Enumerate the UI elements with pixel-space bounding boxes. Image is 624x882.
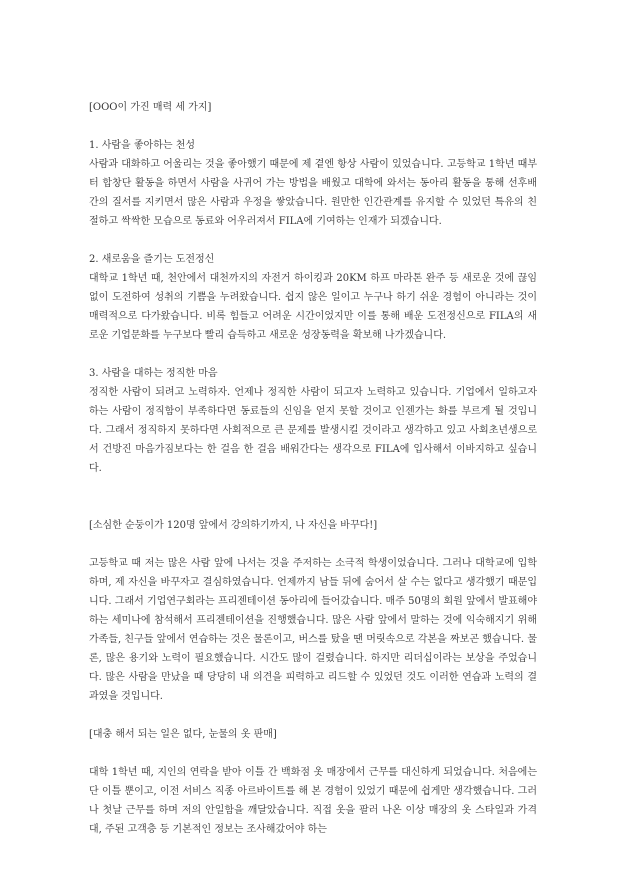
document-content (89, 98, 537, 839)
item3-text: 정직한 사람이 되려고 노력하자. 언제나 정직한 사람이 되고자 노력하고 있습니다. 기업에서 일하고자 하는 사람이 정직함이 부족하다면 동료들의 신임을 얻지 못할 것이고 인젠가는 화를 부르게 될 것입니다. 그래서 정직하지 못하다면 사회적으로 큰 문제를 발생시킬 것이라고 생각하고 있고 사회초년생으로서 건방진 마음가짐보다는 한 걸음 한 걸음 배워간다는 생각으로 FILA에 입사해서 이바지하고 싶습니다. (89, 387, 537, 474)
section3-title: [대충 해서 되는 일은 없다, 눈물의 옷 판매] (89, 729, 277, 740)
item1-text: 사람과 대화하고 어울리는 것을 좋아했기 때문에 제 곁엔 항상 사람이 있었습니다. 고등학교 1학년 때부터 합창단 활동을 하면서 사람을 사귀어 가는 방법을 배웠고 대학에 와서는 동아리 활동을 통해 선후배 간의 질서를 지키면서 많은 사람과 우정을 쌓았습니다. 원만한 인간관계를 유지할 수 있었던 특유의 친절하고 싹싹한 모습으로 동료와 어우러져서 FILA에 기여하는 인재가 되겠습니다. (89, 159, 537, 227)
spacer (89, 117, 537, 136)
item1-heading: 1. 사람을 좋아하는 천성 (89, 140, 196, 151)
section3-text: 대학 1학년 때, 지인의 연락을 받아 이틀 간 백화점 옷 매장에서 근무를 대신하게 되었습니다. 처음에는 단 이틀 뿐이고, 이전 서비스 직종 아르바이트를 해 본 경험이 있었기 때문에 쉽게만 생각했습니다. 그러나 첫날 근무를 하며 저의 안일함을 깨달았습니다. 직접 옷을 팔러 나온 이상 매장의 옷 스타일과 가격대, 주된 고객층 등 기본적인 정보는 조사해갔어야 하는 (89, 767, 537, 835)
section2-text: 고등학교 때 저는 많은 사람 앞에 나서는 것을 주저하는 소극적 학생이었습니다. 그러나 대학교에 입학하며, 제 자신을 바꾸자고 결심하였습니다. 언제까지 남들 뒤에 숨어서 살 수는 없다고 생각했기 때문입니다. 그래서 기업연구회라는 프리젠테이션 동아리에 들어갔습니다. 매주 50명의 회원 앞에서 발표해야 하는 세미나에 참석해서 프리젠테이션을 진행했습니다. 많은 사람 앞에서 말하는 것에 익숙해지기 위해 가족들, 친구들 앞에서 연습하는 것은 물론이고, 버스를 탔을 땐 머릿속으로 각본을 짜보곤 했습니다. 물론, 많은 용기와 노력이 필요했습니다. 시간도 많이 걸렸습니다. 하지만 리더십이라는 보상을 주었습니다. 많은 사람을 만났을 때 당당히 내 의견을 피력하고 리드할 수 있었던 것도 이러한 연습과 노력의 결과였을 것입니다. (89, 558, 537, 702)
spacer (89, 231, 537, 250)
section1-title: [OOO이 가진 매력 세 가지] (89, 102, 212, 113)
item3-heading: 3. 사람을 대하는 정직한 마음 (89, 368, 218, 379)
spacer (89, 478, 537, 516)
spacer (89, 345, 537, 364)
spacer (89, 706, 537, 725)
spacer (89, 744, 537, 763)
item2-text: 대학교 1학년 때, 천안에서 대천까지의 자전거 하이킹과 20KM 하프 마라톤 완주 등 새로운 것에 끊임없이 도전하여 성취의 기쁨을 누려왔습니다. 쉽지 않은 일이고 누구나 하기 쉬운 경험이 아니라는 것이 매력적으로 다가왔습니다. 비록 힘들고 어려운 시간이었지만 이를 통해 배운 도전정신으로 FILA의 새로운 기업문화를 누구보다 빨리 습득하고 새로운 성장동력을 확보해 나가겠습니다. (89, 273, 537, 341)
section2-title: [소심한 순둥이가 120명 앞에서 강의하기까지, 나 자신을 바꾸다!] (89, 520, 378, 531)
item2-heading: 2. 새로움을 즐기는 도전정신 (89, 254, 215, 265)
spacer (89, 535, 537, 554)
